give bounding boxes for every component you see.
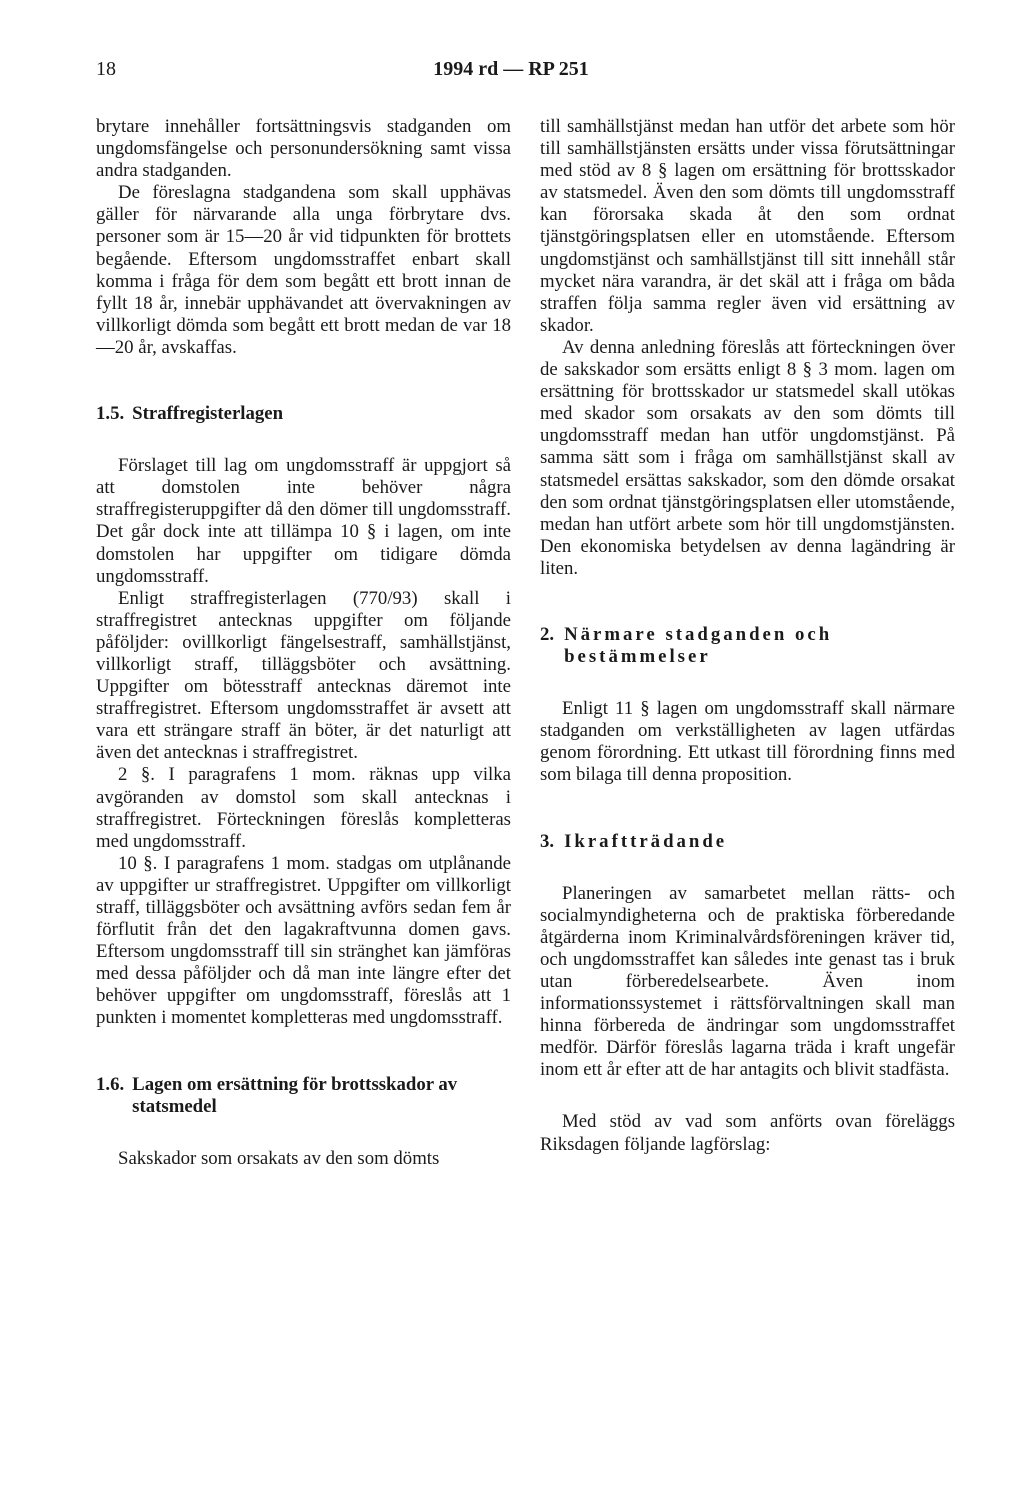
right-column (540, 116, 955, 1156)
page-number: 18 (96, 58, 116, 80)
section-heading-1-5 (96, 403, 511, 425)
section-title: Lagen om ersättning för brottsskador av statsmedel (132, 1073, 458, 1117)
section-heading-2 (540, 624, 955, 668)
page-header (96, 58, 926, 88)
section-heading-1-6 (96, 1074, 511, 1118)
right-paragraph-1: till samhällstjänst medan han utför det arbete som hör till samhällstjänsten ersätts under vissa förutsättningar med stöd av 8 § lagen om ersättning för brottsskador av statsmedel. Även den som dömts till ungdomsstraff kan förorsaka skada åt den som ordnat tjänstgöringsplatsen eller en utomstående. Eftersom ungdomstjänst och samhällstjänst till sitt innehåll står mycket nära varandra, är det skäl att i fråga om båda straffen följa samma regler även vid ersättning av skador. (540, 116, 955, 336)
right-paragraph-3: Enligt 11 § lagen om ungdomsstraff skall närmare stadganden om verkställigheten av lagen utfärdas genom förordning. Ett utkast till förordning finns med som bilaga till denna proposition. (540, 698, 955, 786)
section-heading-3 (540, 831, 955, 853)
section-number: 2. (540, 623, 555, 645)
right-paragraph-4: Planeringen av samarbetet mellan rätts- och socialmyndigheterna och de praktiska förberedande åtgärderna inom Kriminalvårdsföreningen kräver tid, och ungdomsstraffet kan således inte genast tas i bruk utan förberedelsearbete. Även inom informationssystemet i rättsförvaltningen skall man hinna förbereda de ändringar som ungdomsstraffet medför. Därför föreslås lagarna träda i kraft ungefär inom ett år efter att de har antagits och blivit stadfästa. (540, 882, 955, 1081)
section-title: Närmare stadganden och bestämmelser (564, 623, 833, 668)
right-paragraph-5: Med stöd av vad som anförts ovan föreläggs Riksdagen följande lagförslag: (540, 1111, 955, 1155)
left-paragraph-4: Enligt straffregisterlagen (770/93) skall i straffregistret antecknas uppgifter om följande påföljder: ovillkorligt fängelsestraff, samhällstjänst, villkorligt straff, tilläggsböter och avsättning. Uppgifter om bötesstraff antecknas däremot inte straffregistret. Eftersom ungdomsstraffet är avsett att vara ett strängare straff än böter, är det naturligt att även det antecknas i straffregistret. (96, 587, 511, 764)
left-paragraph-2: De föreslagna stadgandena som skall upphävas gäller för närvarande alla unga förbrytare dvs. personer som är 15—20 år vid tidpunkten för brottets begående. Eftersom ungdomsstraffet enbart skall komma i fråga för dem som begått ett brott innan de fyllt 18 år, innebär upphävandet att övervakningen av villkorligt dömda som begått ett brott medan de var 18—20 år, avskaffas. (96, 182, 511, 358)
left-paragraph-6: 10 §. I paragrafens 1 mom. stadgas om utplånande av uppgifter ur straffregistret. Uppgifter om villkorligt straff, tilläggsböter och avsättning avförs sedan fem år förflutit från det den lagakraftvunna domen gavs. Eftersom ungdomsstraff till sin stränghet kan jämföras med dessa påföljder och då man inte längre efter det behöver uppgifter om ungdomsstraff, föreslås att 1 punkten i momentet kompletteras med ungdomsstraff. (96, 852, 511, 1029)
section-number: 1.5. (96, 403, 125, 425)
left-paragraph-1: brytare innehåller fortsättningsvis stadganden om ungdomsfängelse och personundersökning samt vissa andra stadganden. (96, 116, 511, 182)
section-number: 3. (540, 830, 555, 852)
left-paragraph-5: 2 §. I paragrafens 1 mom. räknas upp vilka avgöranden av domstol som skall antecknas i straffregistret. Förteckningen föreslås kompletteras med ungdomsstraff. (96, 764, 511, 852)
section-title: Ikraftträdande (564, 830, 728, 852)
left-column (96, 116, 511, 1170)
running-head: 1994 rd — RP 251 (433, 58, 589, 80)
section-title: Straffregisterlagen (132, 403, 284, 425)
right-paragraph-2: Av denna anledning föreslås att förteckningen över de sakskador som ersätts enligt 8 § 3 mom. lagen om ersättning för brottsskador ur statsmedel skall utökas med skador som orsakats av den som dömts till ungdomsstraff medan han utför ungdomstjänst. På samma sätt som i fråga om samhällstjänst skall av statsmedel ersättas sakskador, som den dömde orsakat den som ordnat tjänstgöringsplatsen eller utomstående, medan han utfört arbete som hör till ungdomstjänsten. Den ekonomiska betydelsen av denna lagändring är liten. (540, 336, 955, 579)
section-number: 1.6. (96, 1073, 125, 1095)
left-paragraph-7: Sakskador som orsakats av den som dömts (118, 1147, 440, 1169)
left-paragraph-3: Förslaget till lag om ungdomsstraff är uppgjort så att domstolen inte behöver några straffregisteruppgifter då den dömer till ungdomsstraff. Det går dock inte att tillämpa 10 § i lagen, om inte domstolen har uppgifter om tidigare dömda ungdomsstraff. (96, 455, 511, 587)
